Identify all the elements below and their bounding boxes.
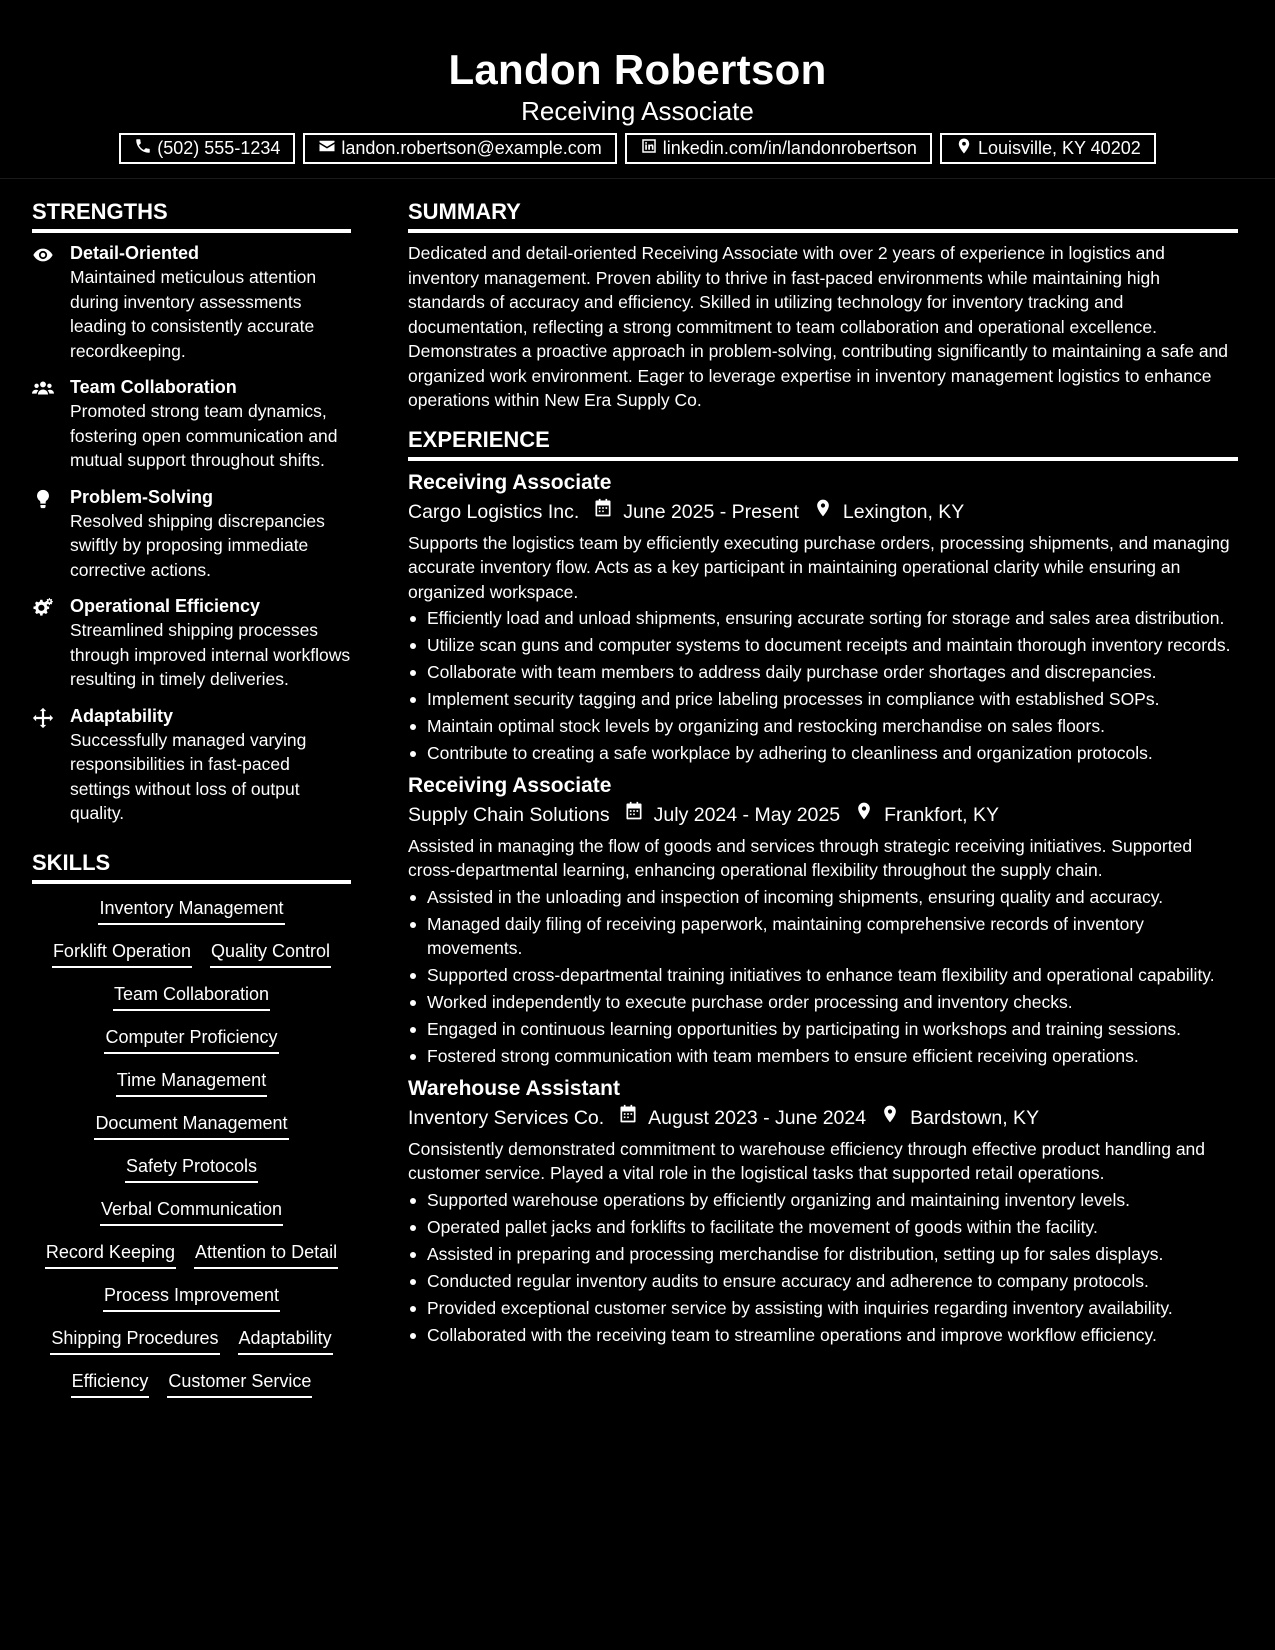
skills-heading: SKILLS <box>32 850 351 884</box>
job-description: Supports the logistics team by efficiently executing purchase orders, processing shipments, and managing accurate inventory flow. Acts as a key participant in maintaining operational clarity while ensuring an organized workspace. <box>408 532 1230 602</box>
job-dates: August 2023 - June 2024 <box>648 1106 867 1129</box>
bullet-item: Supported warehouse operations by efficiently organizing and maintaining inventory levels. <box>408 1188 1238 1213</box>
summary-section <box>408 199 1238 413</box>
experience-section <box>408 427 1238 1348</box>
bullet-item: Provided exceptional customer service by assisting with inquiries regarding inventory availability. <box>408 1296 1238 1321</box>
strength-item <box>32 241 351 363</box>
job-dates: July 2024 - May 2025 <box>653 803 841 826</box>
strength-title: Team Collaboration <box>70 377 237 397</box>
bullet-item: Engaged in continuous learning opportunities by participating in workshops and training sessions. <box>408 1017 1238 1042</box>
bullet-item: Conducted regular inventory audits to ensure accuracy and adherence to company protocols. <box>408 1269 1238 1294</box>
job-entry <box>408 469 1238 766</box>
skill-tag: Shipping Procedures <box>50 1326 219 1355</box>
strength-description: Successfully managed varying responsibilities in fast-paced settings without loss of output quality. <box>70 729 307 823</box>
linkedin-icon <box>640 137 658 160</box>
bullet-item: Implement security tagging and price labeling processes in compliance with established SOPs. <box>408 687 1238 712</box>
job-meta <box>408 1103 1238 1133</box>
phone-text: (502) 555-1234 <box>157 138 281 158</box>
contact-bar <box>0 133 1275 164</box>
job-title: Warehouse Assistant <box>408 1076 620 1100</box>
skill-tag: Safety Protocols <box>125 1154 258 1183</box>
job-location: Lexington, KY <box>842 500 965 523</box>
users-icon <box>32 375 70 473</box>
left-column <box>32 199 351 1412</box>
bullet-item: Assisted in preparing and processing merchandise for distribution, setting up for sales displays. <box>408 1242 1238 1267</box>
bullet-item: Maintain optimal stock levels by organizing and restocking merchandise on sales floors. <box>408 714 1238 739</box>
strength-item <box>32 375 351 473</box>
candidate-title: Receiving Associate <box>521 96 754 126</box>
strengths-section <box>32 199 351 826</box>
skill-tag: Adaptability <box>238 1326 333 1355</box>
skill-tag: Attention to Detail <box>194 1240 338 1269</box>
strength-item <box>32 594 351 692</box>
job-description: Consistently demonstrated commitment to warehouse efficiency through effective product handling and customer service. Played a vital role in the logistical tasks that supported retail operations. <box>408 1138 1206 1183</box>
linkedin-text: linkedin.com/in/landonrobertson <box>662 138 917 158</box>
email-text: landon.robertson@example.com <box>341 138 602 158</box>
skill-tag: Process Improvement <box>103 1283 280 1312</box>
summary-text: Dedicated and detail-oriented Receiving Associate with over 2 years of experience in logistics and inventory management. Proven ability to thrive in fast-paced environments while maintaining high standards of accuracy and efficiency. Skilled in utilizing technology for inventory tracking and documentation, reflecting a strong commitment to team collaboration and operational excellence. Demonstrates a proactive approach in problem-solving, contributing significantly to maintaining a safe and organized work environment. Eager to leverage expertise in inventory management logistics to enhance operations within New Era Supply Co. <box>408 243 1229 410</box>
calendar-icon <box>579 497 623 527</box>
job-bullets <box>408 606 1238 766</box>
skill-tag: Record Keeping <box>45 1240 176 1269</box>
company-name: Inventory Services Co. <box>408 1106 605 1129</box>
job-location: Bardstown, KY <box>910 1106 1040 1129</box>
map-pin-icon <box>799 497 843 527</box>
job-bullets <box>408 1188 1238 1348</box>
company-name: Cargo Logistics Inc. <box>408 500 580 523</box>
skill-tag: Team Collaboration <box>113 982 270 1011</box>
contact-email[interactable] <box>303 133 616 164</box>
skill-tag: Verbal Communication <box>100 1197 283 1226</box>
job-bullets <box>408 885 1238 1069</box>
contact-linkedin[interactable] <box>625 133 932 164</box>
bullet-item: Collaborate with team members to address daily purchase order shortages and discrepancies. <box>408 660 1238 685</box>
skill-tag: Inventory Management <box>98 896 284 925</box>
strength-description: Promoted strong team dynamics, fostering open communication and mutual support throughout shifts. <box>70 401 338 470</box>
bullet-item: Efficiently load and unload shipments, ensuring accurate sorting for storage and sales area distribution. <box>408 606 1238 631</box>
bullet-item: Operated pallet jacks and forklifts to facilitate the movement of goods within the facility. <box>408 1215 1238 1240</box>
map-pin-icon <box>866 1103 910 1133</box>
bullet-item: Contribute to creating a safe workplace by adhering to cleanliness and organization protocols. <box>408 741 1238 766</box>
bullet-item: Utilize scan guns and computer systems to document receipts and maintain thorough inventory records. <box>408 633 1238 658</box>
skill-tag: Document Management <box>94 1111 288 1140</box>
resume-body <box>0 179 1275 1412</box>
lightbulb-icon <box>32 485 70 583</box>
strength-title: Adaptability <box>70 705 174 726</box>
calendar-icon <box>604 1103 648 1133</box>
envelope-icon <box>318 137 336 160</box>
phone-icon <box>134 137 152 160</box>
skill-tag: Forklift Operation <box>52 939 192 968</box>
skill-tag: Customer Service <box>167 1369 312 1398</box>
skills-section <box>32 850 351 1398</box>
bullet-item: Assisted in the unloading and inspection of incoming shipments, ensuring quality and accuracy. <box>408 885 1238 910</box>
experience-heading: EXPERIENCE <box>408 427 1238 461</box>
bullet-item: Fostered strong communication with team members to ensure efficient receiving operations. <box>408 1044 1238 1069</box>
job-description: Assisted in managing the flow of goods and services through strategic receiving initiatives. Supported cross-departmental learning, enhancing operational flexibility throughout the supply chain. <box>408 835 1193 880</box>
bullet-item: Managed daily filing of receiving paperwork, maintaining comprehensive records of inventory movements. <box>408 912 1238 961</box>
job-title: Receiving Associate <box>408 470 612 494</box>
bullet-item: Worked independently to execute purchase order processing and inventory checks. <box>408 990 1238 1015</box>
strength-title: Problem-Solving <box>70 486 214 507</box>
calendar-icon <box>610 800 654 830</box>
contact-phone[interactable] <box>119 133 295 164</box>
job-entry <box>408 772 1238 1069</box>
map-pin-icon <box>840 800 884 830</box>
summary-heading: SUMMARY <box>408 199 1238 233</box>
strength-title: Operational Efficiency <box>70 596 261 616</box>
skills-list <box>32 892 351 1398</box>
eye-icon <box>32 241 70 363</box>
bullet-item: Collaborated with the receiving team to streamline operations and improve workflow efficiency. <box>408 1323 1238 1348</box>
skill-tag: Quality Control <box>210 939 331 968</box>
resume-header <box>0 0 1275 179</box>
strength-title: Detail-Oriented <box>70 243 200 263</box>
strength-description: Maintained meticulous attention during inventory assessments leading to consistently accurate recordkeeping. <box>70 267 317 361</box>
bullet-item: Supported cross-departmental training initiatives to enhance team flexibility and operational capability. <box>408 963 1238 988</box>
job-dates: June 2025 - Present <box>623 500 799 523</box>
location-text: Louisville, KY 40202 <box>977 138 1141 158</box>
job-meta <box>408 800 1238 830</box>
job-entry <box>408 1075 1238 1348</box>
job-meta <box>408 497 1238 527</box>
gears-icon <box>32 594 70 692</box>
strength-item <box>32 485 351 583</box>
strengths-heading: STRENGTHS <box>32 199 351 233</box>
contact-location[interactable] <box>940 133 1156 164</box>
skill-tag: Efficiency <box>71 1369 150 1398</box>
skill-tag: Time Management <box>116 1068 267 1097</box>
right-column <box>408 199 1238 1412</box>
job-title: Receiving Associate <box>408 773 612 797</box>
strength-description: Resolved shipping discrepancies swiftly by proposing immediate corrective actions. <box>70 510 325 580</box>
company-name: Supply Chain Solutions <box>408 803 610 826</box>
job-location: Frankfort, KY <box>884 803 999 826</box>
arrows-move-icon <box>32 704 70 826</box>
skill-tag: Computer Proficiency <box>104 1025 278 1054</box>
strength-description: Streamlined shipping processes through improved internal workflows resulting in timely deliveries. <box>70 620 351 689</box>
strength-item <box>32 704 351 826</box>
map-pin-icon <box>955 137 973 160</box>
candidate-name: Landon Robertson <box>448 46 827 93</box>
